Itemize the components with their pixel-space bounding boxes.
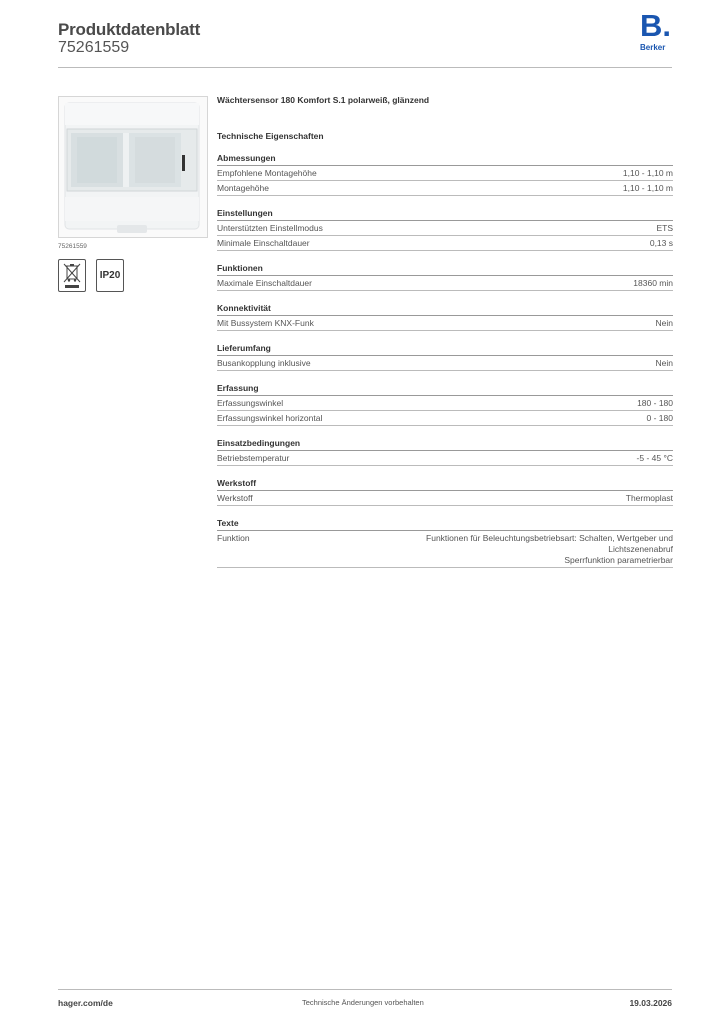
spec-section	[217, 303, 673, 331]
spec-section	[217, 263, 673, 291]
section-title: Einsatzbedingungen	[217, 438, 673, 451]
spec-label: Empfohlene Montagehöhe	[217, 168, 317, 178]
tech-properties-heading: Technische Eigenschaften	[217, 131, 324, 141]
spec-value: 1,10 - 1,10 m	[622, 183, 673, 193]
spec-label: Busankopplung inklusive	[217, 358, 311, 368]
weee-bin-icon	[58, 259, 86, 292]
document-title: Produktdatenblatt	[58, 20, 201, 39]
section-title: Erfassung	[217, 383, 673, 396]
spec-row	[217, 316, 673, 331]
spec-sections	[217, 153, 673, 568]
spec-row	[217, 166, 673, 181]
spec-row	[217, 531, 673, 568]
motion-sensor-illustration	[59, 97, 207, 237]
ip-rating-badge: IP20	[96, 259, 124, 292]
spec-value-line: Funktionen für Beleuchtungsbetriebsart: Schalten, Wertgeber und	[426, 533, 673, 543]
spec-value: 0 - 180	[646, 413, 673, 423]
footer-website[interactable]: hager.com/de	[58, 998, 113, 1008]
spec-value-line: Sperrfunktion parametrierbar	[564, 555, 673, 565]
spec-label: Werkstoff	[217, 493, 253, 503]
spec-value-line: Lichtszenenabruf	[608, 544, 673, 554]
spec-value: 1,10 - 1,10 m	[622, 168, 673, 178]
spec-row	[217, 276, 673, 291]
spec-value: ETS	[656, 223, 673, 233]
crossed-bin-icon	[59, 260, 85, 291]
spec-section	[217, 438, 673, 466]
section-title: Lieferumfang	[217, 343, 673, 356]
section-title: Texte	[217, 518, 673, 531]
spec-row	[217, 451, 673, 466]
spec-row	[217, 396, 673, 411]
header-divider	[58, 67, 672, 68]
berker-logo	[640, 8, 674, 56]
section-title: Funktionen	[217, 263, 673, 276]
spec-section	[217, 208, 673, 251]
spec-section	[217, 153, 673, 196]
spec-label: Betriebstemperatur	[217, 453, 290, 463]
spec-label: Unterstützten Einstellmodus	[217, 223, 323, 233]
spec-label: Montagehöhe	[217, 183, 269, 193]
article-number: 75261559	[58, 39, 130, 56]
image-caption: 75261559	[58, 243, 87, 250]
product-name: Wächtersensor 180 Komfort S.1 polarweiß, glänzend	[217, 95, 430, 105]
spec-value: 18360 min	[633, 278, 673, 288]
spec-value: 180 - 180	[637, 398, 673, 408]
spec-label: Mit Bussystem KNX-Funk	[217, 318, 314, 328]
spec-label: Erfassungswinkel	[217, 398, 284, 408]
spec-value: Nein	[655, 318, 673, 328]
spec-label: Funktion	[217, 533, 250, 543]
spec-section	[217, 518, 673, 568]
spec-value: -5 - 45 °C	[636, 453, 673, 463]
spec-value: Nein	[655, 358, 673, 368]
spec-label: Minimale Einschaltdauer	[217, 238, 310, 248]
spec-row	[217, 181, 673, 196]
footer-divider	[58, 989, 672, 990]
spec-label: Maximale Einschaltdauer	[217, 278, 312, 288]
logo-letter: B.	[640, 8, 671, 43]
section-title: Abmessungen	[217, 153, 673, 166]
spec-label: Erfassungswinkel horizontal	[217, 413, 323, 423]
product-image	[58, 96, 208, 238]
spec-section	[217, 343, 673, 371]
spec-row	[217, 491, 673, 506]
spec-row	[217, 411, 673, 426]
footer-date: 19.03.2026	[629, 998, 672, 1008]
spec-row	[217, 236, 673, 251]
footer-disclaimer: Technische Änderungen vorbehalten	[302, 998, 424, 1007]
spec-section	[217, 383, 673, 426]
spec-value	[426, 533, 673, 566]
section-title: Werkstoff	[217, 478, 673, 491]
spec-row	[217, 356, 673, 371]
logo-text: Berker	[640, 43, 666, 52]
spec-section	[217, 478, 673, 506]
section-title: Konnektivität	[217, 303, 673, 316]
spec-value: 0,13 s	[649, 238, 673, 248]
spec-row	[217, 221, 673, 236]
section-title: Einstellungen	[217, 208, 673, 221]
spec-value: Thermoplast	[625, 493, 673, 503]
spec-content	[217, 95, 673, 580]
